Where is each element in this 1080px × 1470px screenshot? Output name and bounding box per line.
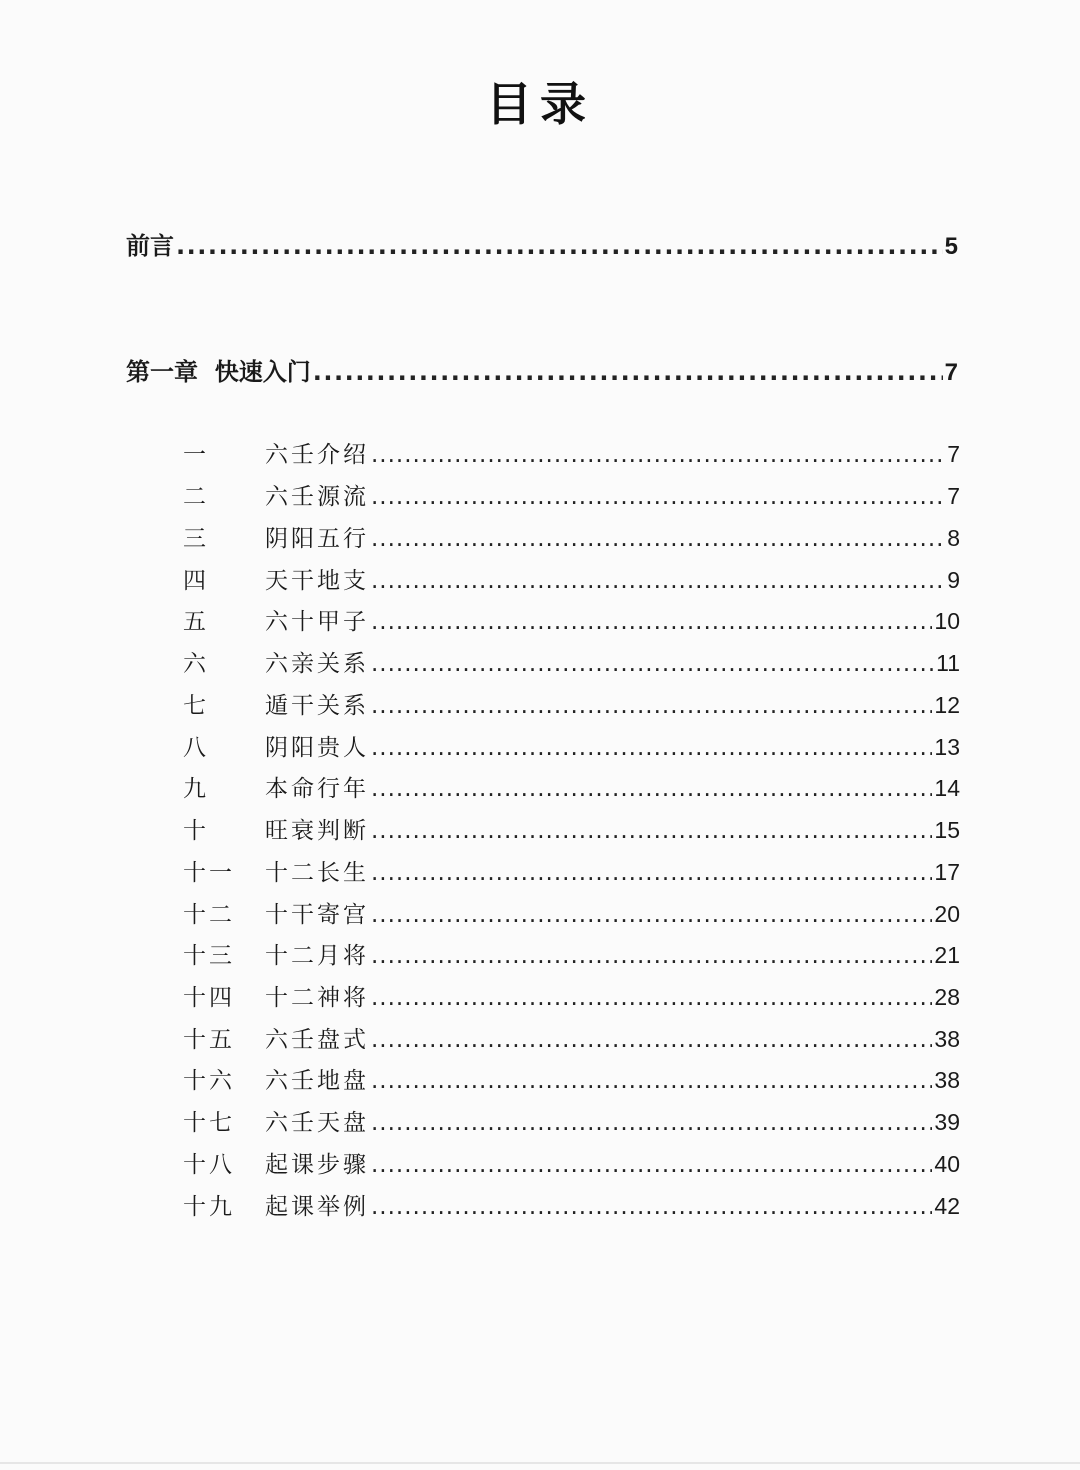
section-page: 10 — [934, 608, 960, 634]
section-label: 阴阳五行 — [265, 526, 369, 552]
dot-leader — [371, 902, 932, 928]
dot-leader — [371, 609, 932, 635]
section-label: 六亲关系 — [265, 651, 369, 677]
section-page: 28 — [934, 984, 960, 1010]
section-number: 十一 — [183, 860, 235, 886]
section-page: 14 — [934, 775, 960, 801]
dot-leader — [371, 860, 932, 886]
toc-entry-section-11[interactable] — [183, 854, 960, 887]
section-number: 十六 — [183, 1068, 235, 1094]
section-label: 十二月将 — [265, 943, 369, 969]
toc-entry-section-16[interactable] — [183, 1062, 960, 1095]
section-page: 7 — [947, 483, 960, 509]
dot-leader — [371, 776, 932, 802]
dot-leader — [371, 484, 945, 510]
section-number: 三 — [183, 526, 209, 552]
dot-leader — [371, 1027, 932, 1053]
section-number: 十四 — [183, 985, 235, 1011]
section-page: 21 — [934, 942, 960, 968]
toc-entry-section-19[interactable] — [183, 1188, 960, 1221]
toc-entry-section-6[interactable] — [183, 645, 960, 678]
section-number: 十 — [183, 818, 209, 844]
dot-leader — [371, 1068, 932, 1094]
toc-entry-section-12[interactable] — [183, 896, 960, 929]
toc-entry-section-14[interactable] — [183, 979, 960, 1012]
section-page: 42 — [934, 1193, 960, 1219]
section-label: 六壬介绍 — [265, 442, 369, 468]
section-label: 旺衰判断 — [265, 818, 369, 844]
dot-leader — [371, 526, 945, 552]
dot-leader — [371, 735, 932, 761]
section-page: 39 — [934, 1109, 960, 1135]
dot-leader — [371, 1194, 932, 1220]
dot-leader — [371, 943, 932, 969]
section-page: 17 — [934, 859, 960, 885]
section-label: 本命行年 — [265, 776, 369, 802]
section-label: 十二神将 — [265, 985, 369, 1011]
section-page: 9 — [947, 567, 960, 593]
section-number: 一 — [183, 442, 209, 468]
toc-entry-section-9[interactable] — [183, 770, 960, 803]
toc-entry-section-15[interactable] — [183, 1021, 960, 1054]
section-number: 六 — [183, 651, 209, 677]
toc-entry-section-3[interactable] — [183, 520, 960, 553]
toc-entry-preface[interactable] — [126, 226, 958, 261]
toc-entry-section-10[interactable] — [183, 812, 960, 845]
section-number: 八 — [183, 735, 209, 761]
section-label: 遁干关系 — [265, 693, 369, 719]
toc-entry-chapter-1[interactable] — [126, 352, 958, 387]
section-number: 十五 — [183, 1027, 235, 1053]
section-label: 天干地支 — [265, 568, 369, 594]
page-bottom-edge — [0, 1462, 1080, 1464]
section-number: 十七 — [183, 1110, 235, 1136]
section-label: 阴阳贵人 — [265, 735, 369, 761]
toc-entry-section-2[interactable] — [183, 478, 960, 511]
toc-entry-section-8[interactable] — [183, 729, 960, 762]
section-page: 8 — [947, 525, 960, 551]
section-number: 二 — [183, 484, 209, 510]
dot-leader — [176, 232, 943, 260]
section-label: 六壬盘式 — [265, 1027, 369, 1053]
toc-entry-section-7[interactable] — [183, 687, 960, 720]
section-number: 十二 — [183, 902, 235, 928]
section-number: 九 — [183, 776, 209, 802]
section-label: 六壬天盘 — [265, 1110, 369, 1136]
dot-leader — [371, 818, 932, 844]
toc-entry-section-1[interactable] — [183, 436, 960, 469]
dot-leader — [371, 442, 945, 468]
section-label: 六十甲子 — [265, 609, 369, 635]
dot-leader — [371, 985, 932, 1011]
section-label: 起课举例 — [265, 1194, 369, 1220]
section-page: 40 — [934, 1151, 960, 1177]
dot-leader — [371, 1110, 932, 1136]
dot-leader — [371, 693, 932, 719]
dot-leader — [313, 358, 943, 386]
section-page: 20 — [934, 901, 960, 927]
page-title: 目录 — [486, 77, 594, 131]
section-page: 15 — [934, 817, 960, 843]
section-number: 四 — [183, 568, 209, 594]
toc-entry-section-18[interactable] — [183, 1146, 960, 1179]
section-number: 十九 — [183, 1194, 235, 1220]
section-label: 六壬地盘 — [265, 1068, 369, 1094]
toc-entry-section-5[interactable] — [183, 603, 960, 636]
section-page: 38 — [934, 1026, 960, 1052]
section-label: 十二长生 — [265, 860, 369, 886]
section-page: 7 — [947, 441, 960, 467]
section-page: 38 — [934, 1067, 960, 1093]
dot-leader — [371, 1152, 932, 1178]
section-number: 五 — [183, 609, 209, 635]
section-number: 十八 — [183, 1152, 235, 1178]
section-label: 六壬源流 — [265, 484, 369, 510]
section-number: 七 — [183, 693, 209, 719]
dot-leader — [371, 568, 945, 594]
toc-entry-section-4[interactable] — [183, 562, 960, 595]
section-page: 13 — [934, 734, 960, 760]
section-page: 11 — [936, 650, 960, 676]
toc-entry-label: 第一章 快速入门 — [126, 358, 311, 386]
section-number: 十三 — [183, 943, 235, 969]
toc-entry-label: 前言 — [126, 232, 174, 260]
toc-entry-section-13[interactable] — [183, 937, 960, 970]
toc-entry-page: 5 — [944, 233, 958, 260]
toc-entry-section-17[interactable] — [183, 1104, 960, 1137]
dot-leader — [371, 651, 934, 677]
section-label: 十干寄宫 — [265, 902, 369, 928]
toc-entry-page: 7 — [944, 359, 958, 386]
section-label: 起课步骤 — [265, 1152, 369, 1178]
section-page: 12 — [934, 692, 960, 718]
